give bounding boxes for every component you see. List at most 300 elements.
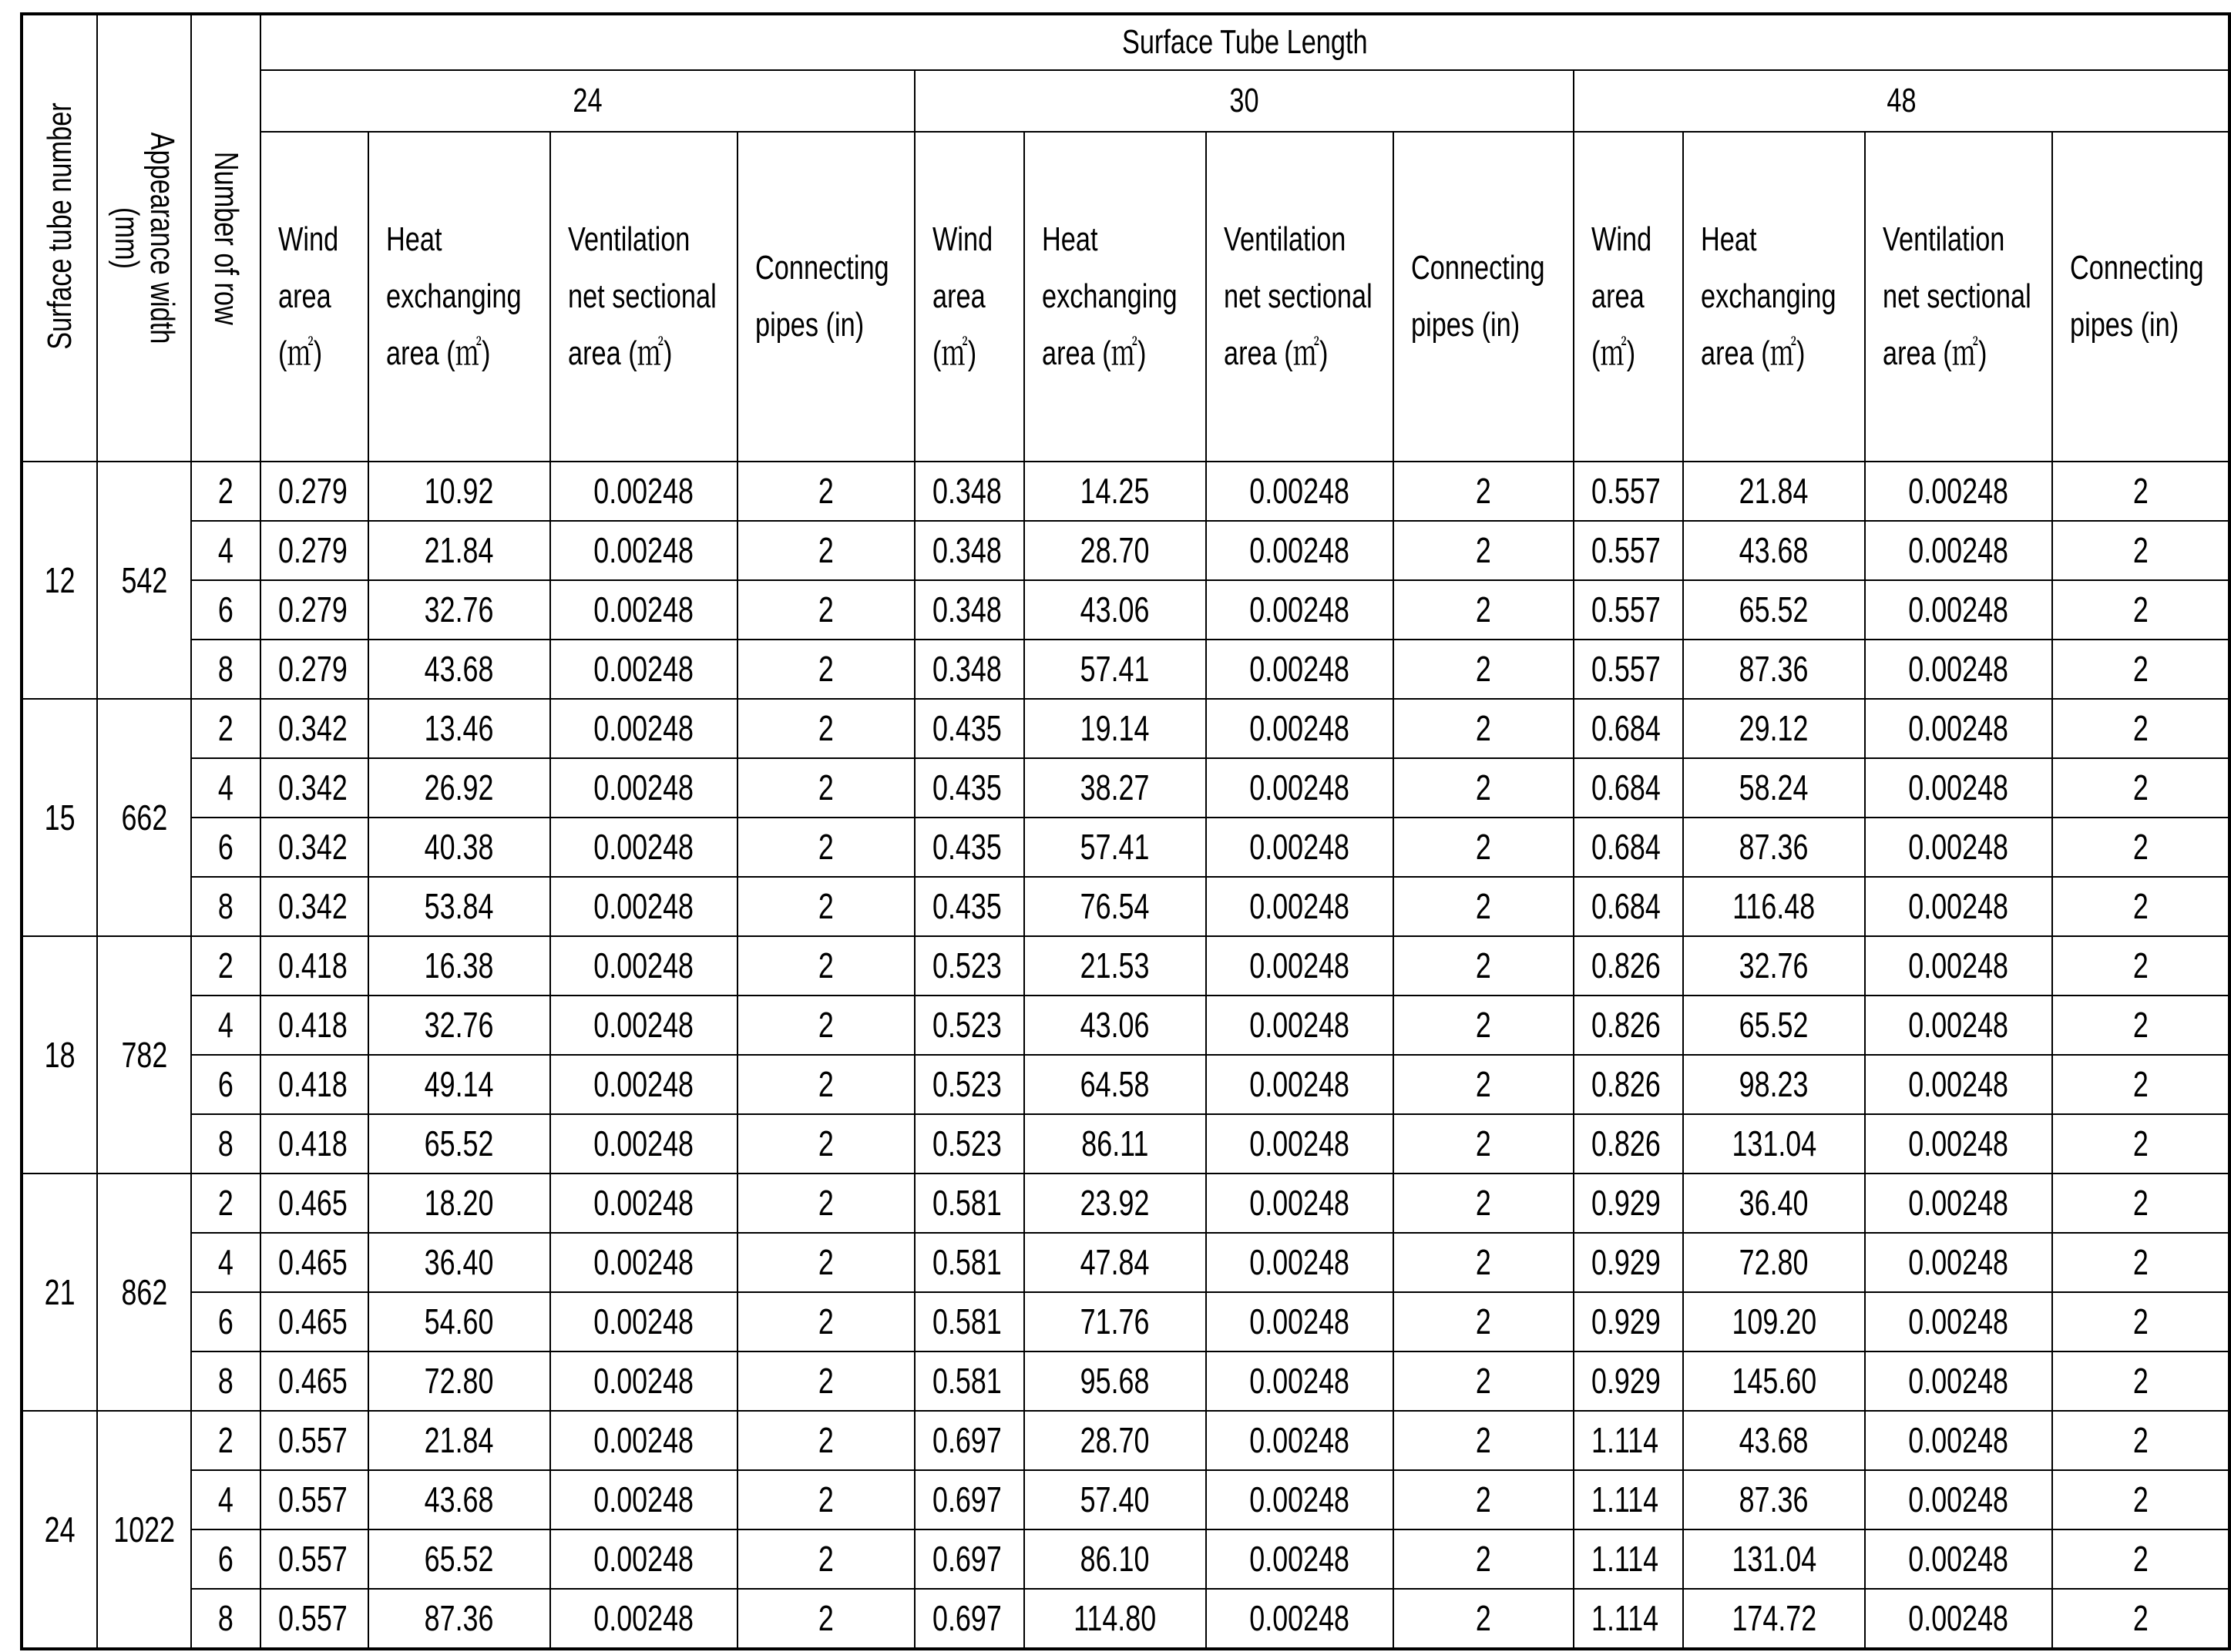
cell-ventilation-area (1865, 758, 2052, 818)
cell-wind-area (260, 1470, 368, 1529)
cell-wind-area (915, 1351, 1024, 1411)
cell-connecting-pipes (2052, 758, 2229, 818)
cell-ventilation-area-text: 0.00248 (593, 1005, 694, 1045)
cell-appearance-width-text: 782 (121, 1034, 167, 1075)
cell-wind-area-text: 0.684 (1591, 827, 1661, 867)
cell-heat-exchanging-area (1683, 1411, 1865, 1470)
cell-connecting-pipes-text: 2 (2132, 1123, 2149, 1163)
cell-connecting-pipes-text: 2 (1476, 589, 1491, 630)
cell-wind-area-text: 0.435 (932, 827, 1002, 867)
cell-heat-exchanging-area (1683, 818, 1865, 877)
cell-heat-exchanging-area-text: 145.60 (1732, 1361, 1816, 1401)
cell-ventilation-area (1206, 1470, 1393, 1529)
cell-connecting-pipes-text: 2 (818, 708, 834, 748)
cell-heat-exchanging-area-text: 53.84 (425, 886, 494, 926)
header-appearance-width (97, 14, 191, 462)
cell-wind-area-text: 0.684 (1591, 708, 1661, 748)
cell-wind-area-text: 0.697 (932, 1420, 1002, 1460)
cell-heat-exchanging-area (1683, 1055, 1865, 1114)
cell-number-of-row (191, 640, 260, 699)
cell-connecting-pipes (738, 1174, 915, 1233)
cell-wind-area (915, 1055, 1024, 1114)
cell-heat-exchanging-area-text: 49.14 (425, 1064, 494, 1104)
cell-heat-exchanging-area (1683, 640, 1865, 699)
cell-number-of-row-text: 6 (218, 1301, 234, 1341)
cell-connecting-pipes-text: 2 (2132, 649, 2149, 689)
cell-heat-exchanging-area-text: 10.92 (425, 471, 494, 511)
cell-ventilation-area-text: 0.00248 (593, 886, 694, 926)
cell-ventilation-area-text: 0.00248 (1908, 767, 2009, 808)
cell-number-of-row-text: 4 (218, 530, 234, 570)
cell-connecting-pipes (1393, 1589, 1574, 1649)
subheader-heat-exchanging-area-text: Heat exchanging area (㎡) (1701, 220, 1836, 372)
cell-connecting-pipes (738, 996, 915, 1055)
cell-ventilation-area-text: 0.00248 (1249, 1539, 1350, 1579)
cell-ventilation-area-text: 0.00248 (1249, 471, 1350, 511)
cell-ventilation-area (550, 818, 738, 877)
cell-connecting-pipes (2052, 1589, 2229, 1649)
subheader-wind-area-30 (915, 132, 1024, 462)
table-row (22, 521, 2229, 580)
cell-wind-area-text: 1.114 (1591, 1539, 1659, 1579)
cell-wind-area-text: 0.435 (932, 708, 1002, 748)
cell-heat-exchanging-area (1683, 580, 1865, 640)
cell-wind-area-text: 0.279 (278, 589, 348, 630)
cell-heat-exchanging-area-text: 86.11 (1081, 1123, 1149, 1163)
cell-wind-area (1574, 1055, 1683, 1114)
cell-wind-area-text: 0.581 (932, 1183, 1002, 1223)
cell-heat-exchanging-area-text: 32.76 (1739, 945, 1809, 985)
cell-connecting-pipes-text: 2 (818, 767, 834, 808)
cell-wind-area (915, 1470, 1024, 1529)
cell-connecting-pipes-text: 2 (1476, 1183, 1491, 1223)
cell-appearance-width-text: 1022 (113, 1509, 175, 1550)
cell-connecting-pipes (738, 1055, 915, 1114)
cell-wind-area (1574, 699, 1683, 758)
cell-connecting-pipes-text: 2 (818, 1123, 834, 1163)
cell-heat-exchanging-area (1024, 521, 1206, 580)
cell-wind-area-text: 0.557 (1591, 471, 1661, 511)
cell-wind-area-text: 0.697 (932, 1539, 1002, 1579)
cell-connecting-pipes (738, 1114, 915, 1174)
header-length-24-text: 24 (573, 82, 603, 119)
header-row-title (22, 14, 2229, 70)
cell-connecting-pipes-text: 2 (1476, 1479, 1491, 1519)
cell-number-of-row (191, 1055, 260, 1114)
cell-wind-area (915, 1233, 1024, 1292)
cell-heat-exchanging-area-text: 32.76 (425, 589, 494, 630)
cell-connecting-pipes-text: 2 (818, 530, 834, 570)
table-row (22, 1411, 2229, 1470)
table-row (22, 1292, 2229, 1351)
cell-number-of-row-text: 8 (218, 1123, 234, 1163)
cell-heat-exchanging-area-text: 72.80 (425, 1361, 494, 1401)
cell-connecting-pipes-text: 2 (2132, 1420, 2149, 1460)
cell-ventilation-area (550, 1055, 738, 1114)
cell-connecting-pipes (1393, 1233, 1574, 1292)
cell-wind-area-text: 0.348 (932, 589, 1002, 630)
cell-ventilation-area (1865, 1470, 2052, 1529)
cell-wind-area-text: 0.279 (278, 649, 348, 689)
cell-heat-exchanging-area-text: 65.52 (425, 1123, 494, 1163)
cell-appearance-width (97, 1174, 191, 1411)
table-row (22, 877, 2229, 936)
header-length-48-text: 48 (1886, 82, 1917, 119)
cell-ventilation-area (1865, 580, 2052, 640)
cell-ventilation-area-text: 0.00248 (1908, 708, 2009, 748)
cell-heat-exchanging-area (1683, 936, 1865, 996)
cell-wind-area-text: 0.523 (932, 1123, 1002, 1163)
cell-appearance-width (97, 1411, 191, 1649)
cell-ventilation-area (550, 1589, 738, 1649)
cell-ventilation-area-text: 0.00248 (1249, 1301, 1350, 1341)
cell-connecting-pipes-text: 2 (2132, 886, 2149, 926)
cell-ventilation-area-text: 0.00248 (593, 708, 694, 748)
cell-wind-area-text: 0.523 (932, 945, 1002, 985)
cell-ventilation-area-text: 0.00248 (593, 1420, 694, 1460)
cell-ventilation-area (1206, 1411, 1393, 1470)
cell-ventilation-area-text: 0.00248 (1249, 1183, 1350, 1223)
cell-connecting-pipes-text: 2 (1476, 1123, 1491, 1163)
cell-appearance-width (97, 462, 191, 699)
cell-ventilation-area (1206, 1114, 1393, 1174)
cell-heat-exchanging-area-text: 36.40 (425, 1242, 494, 1282)
cell-heat-exchanging-area (1024, 462, 1206, 521)
cell-wind-area (1574, 1233, 1683, 1292)
cell-connecting-pipes-text: 2 (1476, 708, 1491, 748)
cell-ventilation-area (1865, 936, 2052, 996)
cell-wind-area (1574, 877, 1683, 936)
cell-connecting-pipes (738, 521, 915, 580)
cell-heat-exchanging-area-text: 87.36 (1739, 1479, 1809, 1519)
cell-heat-exchanging-area-text: 76.54 (1080, 886, 1150, 926)
cell-heat-exchanging-area-text: 21.53 (1080, 945, 1150, 985)
cell-wind-area (1574, 936, 1683, 996)
cell-heat-exchanging-area (1024, 877, 1206, 936)
cell-heat-exchanging-area (1024, 580, 1206, 640)
cell-heat-exchanging-area (1024, 1055, 1206, 1114)
header-number-of-row-text: Number of row (207, 151, 245, 325)
specification-table (20, 12, 2231, 1650)
cell-connecting-pipes (2052, 699, 2229, 758)
table-row (22, 1055, 2229, 1114)
cell-connecting-pipes (1393, 818, 1574, 877)
subheader-ventilation-area-48 (1865, 132, 2052, 462)
cell-wind-area-text: 0.929 (1591, 1301, 1661, 1341)
cell-connecting-pipes (738, 699, 915, 758)
cell-number-of-row-text: 6 (218, 1064, 234, 1104)
cell-connecting-pipes (2052, 1174, 2229, 1233)
cell-wind-area-text: 0.581 (932, 1242, 1002, 1282)
cell-connecting-pipes-text: 2 (818, 1005, 834, 1045)
cell-connecting-pipes-text: 2 (818, 1242, 834, 1282)
cell-surface-tube-number (22, 1174, 97, 1411)
cell-number-of-row-text: 2 (218, 708, 234, 748)
cell-connecting-pipes (2052, 996, 2229, 1055)
cell-wind-area (1574, 462, 1683, 521)
cell-heat-exchanging-area (368, 1351, 550, 1411)
cell-wind-area (260, 1589, 368, 1649)
cell-wind-area (1574, 580, 1683, 640)
cell-wind-area (1574, 1174, 1683, 1233)
cell-connecting-pipes (2052, 462, 2229, 521)
cell-connecting-pipes-text: 2 (2132, 1598, 2149, 1638)
cell-surface-tube-number-text: 12 (44, 559, 76, 600)
cell-connecting-pipes (738, 1589, 915, 1649)
subheader-connecting-pipes-48 (2052, 132, 2229, 462)
cell-wind-area-text: 0.465 (278, 1183, 348, 1223)
cell-connecting-pipes (2052, 1529, 2229, 1589)
cell-wind-area-text: 1.114 (1591, 1598, 1659, 1638)
cell-ventilation-area-text: 0.00248 (1908, 1361, 2009, 1401)
cell-connecting-pipes-text: 2 (2132, 1183, 2149, 1223)
cell-wind-area-text: 0.557 (278, 1539, 348, 1579)
header-length-48 (1574, 70, 2229, 132)
cell-ventilation-area (550, 996, 738, 1055)
cell-heat-exchanging-area-text: 21.84 (425, 1420, 494, 1460)
cell-heat-exchanging-area (368, 1470, 550, 1529)
cell-ventilation-area (1206, 936, 1393, 996)
cell-ventilation-area-text: 0.00248 (1908, 649, 2009, 689)
cell-wind-area (260, 1292, 368, 1351)
cell-heat-exchanging-area (368, 699, 550, 758)
cell-ventilation-area (1865, 1114, 2052, 1174)
cell-heat-exchanging-area-text: 131.04 (1732, 1123, 1816, 1163)
cell-ventilation-area (1206, 521, 1393, 580)
cell-ventilation-area (550, 521, 738, 580)
cell-ventilation-area (1206, 1292, 1393, 1351)
cell-heat-exchanging-area-text: 16.38 (425, 945, 494, 985)
cell-ventilation-area-text: 0.00248 (1249, 1361, 1350, 1401)
cell-ventilation-area (1206, 699, 1393, 758)
cell-connecting-pipes-text: 2 (1476, 471, 1491, 511)
cell-heat-exchanging-area (1024, 1411, 1206, 1470)
cell-heat-exchanging-area (1683, 699, 1865, 758)
cell-wind-area-text: 0.435 (932, 767, 1002, 808)
subheader-heat-exchanging-area-30 (1024, 132, 1206, 462)
cell-wind-area (915, 1174, 1024, 1233)
cell-number-of-row (191, 1114, 260, 1174)
cell-heat-exchanging-area (1024, 1292, 1206, 1351)
cell-number-of-row-text: 4 (218, 1005, 234, 1045)
cell-ventilation-area (1206, 1589, 1393, 1649)
cell-wind-area-text: 0.279 (278, 530, 348, 570)
cell-wind-area (1574, 640, 1683, 699)
cell-ventilation-area-text: 0.00248 (1249, 1064, 1350, 1104)
cell-ventilation-area-text: 0.00248 (593, 1598, 694, 1638)
cell-connecting-pipes (1393, 877, 1574, 936)
cell-wind-area (915, 1411, 1024, 1470)
cell-number-of-row-text: 6 (218, 589, 234, 630)
cell-ventilation-area-text: 0.00248 (1908, 1123, 2009, 1163)
cell-connecting-pipes (2052, 818, 2229, 877)
cell-ventilation-area-text: 0.00248 (1249, 649, 1350, 689)
cell-ventilation-area-text: 0.00248 (593, 1479, 694, 1519)
cell-connecting-pipes-text: 2 (818, 1301, 834, 1341)
cell-heat-exchanging-area (1683, 521, 1865, 580)
cell-heat-exchanging-area-text: 26.92 (425, 767, 494, 808)
cell-heat-exchanging-area-text: 40.38 (425, 827, 494, 867)
cell-connecting-pipes-text: 2 (2132, 1242, 2149, 1282)
cell-wind-area (260, 1529, 368, 1589)
cell-connecting-pipes-text: 2 (2132, 945, 2149, 985)
cell-heat-exchanging-area-text: 18.20 (425, 1183, 494, 1223)
subheader-wind-area-text: Wind area (㎡) (1591, 220, 1652, 372)
cell-wind-area (260, 640, 368, 699)
cell-connecting-pipes-text: 2 (2132, 1539, 2149, 1579)
subheader-ventilation-area-30 (1206, 132, 1393, 462)
cell-connecting-pipes (1393, 1055, 1574, 1114)
cell-appearance-width (97, 936, 191, 1174)
cell-heat-exchanging-area (368, 1114, 550, 1174)
table-row (22, 1174, 2229, 1233)
cell-heat-exchanging-area-text: 28.70 (1080, 1420, 1150, 1460)
cell-wind-area (1574, 1292, 1683, 1351)
cell-heat-exchanging-area-text: 43.68 (1739, 1420, 1809, 1460)
cell-heat-exchanging-area-text: 28.70 (1080, 530, 1150, 570)
cell-number-of-row (191, 818, 260, 877)
cell-wind-area (915, 699, 1024, 758)
cell-wind-area (260, 877, 368, 936)
subheader-heat-exchanging-area-24 (368, 132, 550, 462)
cell-wind-area-text: 0.684 (1591, 767, 1661, 808)
cell-wind-area-text: 0.348 (932, 471, 1002, 511)
cell-connecting-pipes (2052, 521, 2229, 580)
header-length-24 (260, 70, 915, 132)
subheader-connecting-pipes-24 (738, 132, 915, 462)
cell-number-of-row (191, 996, 260, 1055)
cell-heat-exchanging-area (1024, 1589, 1206, 1649)
cell-connecting-pipes-text: 2 (1476, 767, 1491, 808)
cell-ventilation-area (1206, 818, 1393, 877)
cell-ventilation-area-text: 0.00248 (1908, 1183, 2009, 1223)
cell-connecting-pipes (738, 1411, 915, 1470)
cell-ventilation-area-text: 0.00248 (1249, 1242, 1350, 1282)
cell-ventilation-area (1206, 1351, 1393, 1411)
cell-heat-exchanging-area (1683, 1292, 1865, 1351)
cell-wind-area-text: 0.342 (278, 827, 348, 867)
cell-wind-area (260, 580, 368, 640)
cell-wind-area (1574, 1470, 1683, 1529)
cell-wind-area-text: 0.465 (278, 1242, 348, 1282)
cell-wind-area-text: 0.929 (1591, 1242, 1661, 1282)
cell-heat-exchanging-area-text: 86.10 (1080, 1539, 1150, 1579)
cell-connecting-pipes-text: 2 (2132, 1005, 2149, 1045)
cell-ventilation-area (1865, 1233, 2052, 1292)
table-row (22, 1233, 2229, 1292)
cell-ventilation-area (1206, 1233, 1393, 1292)
cell-wind-area (915, 996, 1024, 1055)
cell-wind-area (1574, 1114, 1683, 1174)
cell-heat-exchanging-area (1024, 1529, 1206, 1589)
cell-heat-exchanging-area-text: 21.84 (1739, 471, 1809, 511)
cell-connecting-pipes-text: 2 (2132, 530, 2149, 570)
cell-ventilation-area-text: 0.00248 (1908, 1064, 2009, 1104)
cell-ventilation-area-text: 0.00248 (593, 767, 694, 808)
header-row-subheaders (22, 132, 2229, 462)
cell-connecting-pipes (1393, 640, 1574, 699)
cell-ventilation-area-text: 0.00248 (593, 1361, 694, 1401)
cell-heat-exchanging-area-text: 58.24 (1739, 767, 1809, 808)
cell-connecting-pipes-text: 2 (818, 1539, 834, 1579)
cell-heat-exchanging-area (1024, 818, 1206, 877)
cell-ventilation-area-text: 0.00248 (1908, 1479, 2009, 1519)
cell-heat-exchanging-area-text: 43.68 (1739, 530, 1809, 570)
cell-ventilation-area-text: 0.00248 (1908, 886, 2009, 926)
cell-wind-area-text: 0.557 (1591, 589, 1661, 630)
cell-heat-exchanging-area-text: 29.12 (1739, 708, 1809, 748)
cell-surface-tube-number (22, 462, 97, 699)
cell-wind-area (260, 1174, 368, 1233)
table-row (22, 580, 2229, 640)
subheader-ventilation-area-text: Ventilation net sectional area (㎡) (1883, 220, 2031, 372)
cell-heat-exchanging-area (1024, 936, 1206, 996)
cell-connecting-pipes-text: 2 (2132, 708, 2149, 748)
cell-wind-area-text: 0.557 (1591, 530, 1661, 570)
cell-ventilation-area-text: 0.00248 (1908, 1539, 2009, 1579)
cell-heat-exchanging-area (1683, 1470, 1865, 1529)
cell-heat-exchanging-area (368, 758, 550, 818)
cell-wind-area (260, 758, 368, 818)
cell-appearance-width-text: 542 (121, 559, 167, 600)
subheader-heat-exchanging-area-text: Heat exchanging area (㎡) (1042, 220, 1178, 372)
cell-connecting-pipes (738, 1351, 915, 1411)
cell-wind-area-text: 0.557 (278, 1479, 348, 1519)
cell-heat-exchanging-area-text: 14.25 (1080, 471, 1150, 511)
cell-connecting-pipes (2052, 640, 2229, 699)
cell-wind-area (1574, 996, 1683, 1055)
cell-ventilation-area-text: 0.00248 (1908, 1242, 2009, 1282)
cell-ventilation-area (1865, 818, 2052, 877)
cell-heat-exchanging-area (1024, 699, 1206, 758)
subheader-connecting-pipes-text: Connecting pipes (in) (1411, 249, 1545, 344)
cell-wind-area (915, 758, 1024, 818)
cell-heat-exchanging-area (1024, 758, 1206, 818)
cell-connecting-pipes (1393, 580, 1574, 640)
cell-heat-exchanging-area-text: 57.41 (1080, 649, 1150, 689)
cell-number-of-row (191, 877, 260, 936)
cell-heat-exchanging-area-text: 65.52 (425, 1539, 494, 1579)
cell-heat-exchanging-area (368, 1174, 550, 1233)
cell-connecting-pipes (738, 1292, 915, 1351)
cell-ventilation-area-text: 0.00248 (1249, 886, 1350, 926)
cell-heat-exchanging-area-text: 71.76 (1080, 1301, 1150, 1341)
table-row (22, 936, 2229, 996)
cell-ventilation-area (550, 1411, 738, 1470)
cell-wind-area-text: 0.826 (1591, 945, 1661, 985)
cell-number-of-row-text: 4 (218, 1479, 234, 1519)
cell-wind-area-text: 0.826 (1591, 1005, 1661, 1045)
cell-connecting-pipes (1393, 996, 1574, 1055)
cell-connecting-pipes-text: 2 (1476, 530, 1491, 570)
cell-heat-exchanging-area (1683, 462, 1865, 521)
cell-ventilation-area (1865, 1292, 2052, 1351)
cell-wind-area (915, 1292, 1024, 1351)
cell-connecting-pipes (1393, 1529, 1574, 1589)
cell-connecting-pipes-text: 2 (2132, 1479, 2149, 1519)
cell-appearance-width-text: 662 (121, 797, 167, 838)
cell-wind-area (260, 699, 368, 758)
cell-ventilation-area-text: 0.00248 (593, 589, 694, 630)
cell-ventilation-area (1206, 996, 1393, 1055)
cell-heat-exchanging-area (368, 640, 550, 699)
cell-ventilation-area-text: 0.00248 (593, 530, 694, 570)
cell-heat-exchanging-area-text: 72.80 (1739, 1242, 1809, 1282)
cell-wind-area-text: 0.826 (1591, 1123, 1661, 1163)
cell-wind-area (1574, 521, 1683, 580)
cell-heat-exchanging-area-text: 13.46 (425, 708, 494, 748)
cell-wind-area (915, 521, 1024, 580)
